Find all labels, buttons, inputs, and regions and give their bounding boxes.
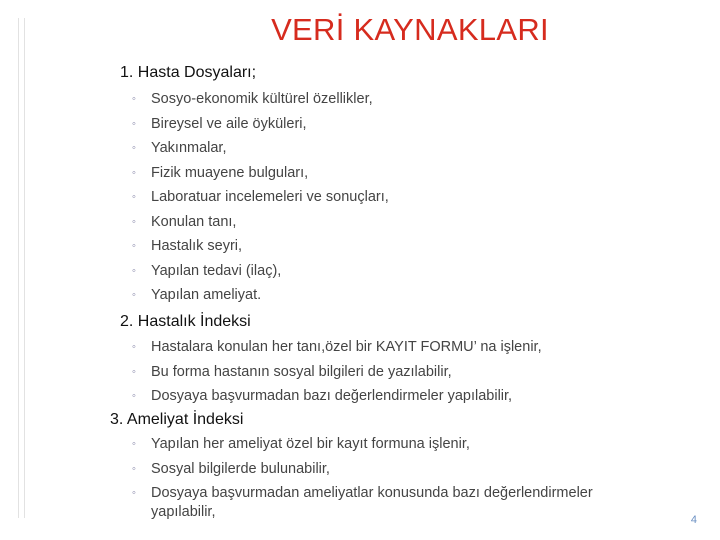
list-item: ◦ Bu forma hastanın sosyal bilgileri de yazılabilir, [132,360,542,385]
list-item: ◦ Fizik muayene bulguları, [132,161,389,186]
bullet-icon: ◦ [132,341,136,353]
section-list-ameliyat-indeksi [132,432,651,522]
bullet-icon: ◦ [132,191,136,203]
list-item: ◦ Yapılan tedavi (ilaç), [132,259,389,284]
bullet-icon: ◦ [132,365,136,378]
bullet-icon: ◦ [132,438,136,450]
list-item: ◦ Hastalara konulan her tanı,özel bir KAYIT FORMU’ na işlenir, [132,335,542,360]
bullet-icon: ◦ [132,142,136,154]
list-item: ◦ Konulan tanı, [132,210,389,235]
bullet-icon: ◦ [132,166,136,179]
list-item: ◦ Sosyal bilgilerde bulunabilir, [132,457,651,482]
section-heading-hastalik-indeksi: 2. Hastalık İndeksi [120,313,251,330]
bullet-icon: ◦ [132,240,136,252]
bullet-icon: ◦ [132,390,136,402]
list-item: ◦ Dosyaya başvurmadan bazı değerlendirmeler yapılabilir, [132,384,542,409]
list-item: ◦ Yakınmalar, [132,136,389,161]
slide-title: VERİ KAYNAKLARI [271,12,549,47]
list-item: ◦ Hastalık seyri, [132,234,389,259]
page-number: 4 [690,514,697,526]
section-list-hasta-dosyalari [132,87,389,308]
bullet-icon: ◦ [132,462,136,475]
section-list-hastalik-indeksi [132,335,542,409]
list-item: ◦ Yapılan her ameliyat özel bir kayıt formuna işlenir, [132,432,651,457]
list-item: ◦ Dosyaya başvurmadan ameliyatlar konusunda bazı değerlendirmeler yapılabilir, [132,485,593,520]
bullet-icon: ◦ [132,487,136,499]
bullet-icon: ◦ [132,117,136,130]
bullet-icon: ◦ [132,215,136,228]
list-item: ◦ Bireysel ve aile öyküleri, [132,112,389,137]
bullet-icon: ◦ [132,93,136,105]
list-item: ◦ Yapılan ameliyat. [132,283,389,308]
section-heading-hasta-dosyalari: 1. Hasta Dosyaları; [120,64,257,81]
list-item: ◦ Laboratuar incelemeleri ve sonuçları, [132,185,389,210]
list-item: ◦ Sosyo-ekonomik kültürel özellikler, [132,87,389,112]
bullet-icon: ◦ [132,264,136,277]
section-heading-ameliyat-indeksi: 3. Ameliyat İndeksi [110,411,244,428]
bullet-icon: ◦ [132,289,136,301]
decorative-side-rule [18,18,25,518]
